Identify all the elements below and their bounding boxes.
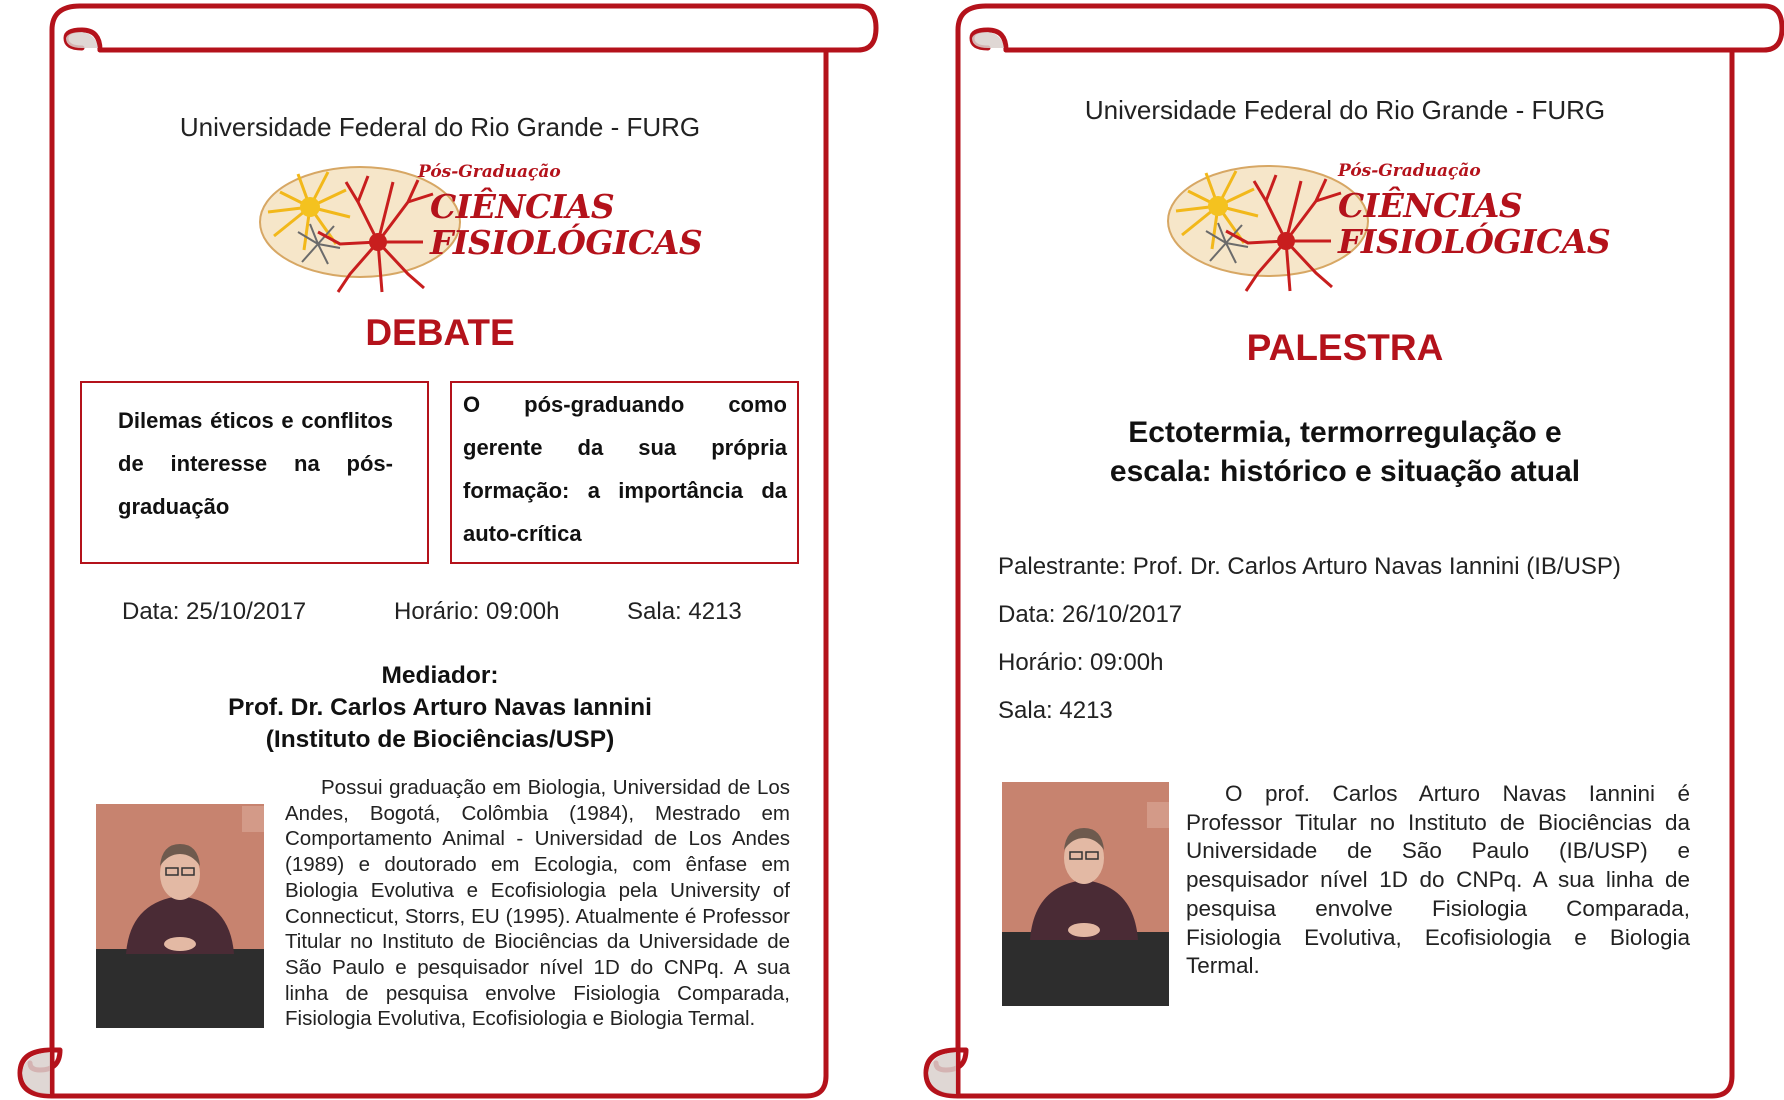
debate-topic-1: Dilemas éticos e conflitos de interesse na pós-graduação (80, 381, 429, 564)
mediator-affiliation: (Instituto de Biociências/USP) (265, 726, 615, 753)
speaker-bio: O prof. Carlos Arturo Navas Iannini é Professor Titular no Instituto de Biociências da Universidade de São Paulo (IB/USP) e pesquisador nível 1D do CNPq. A sua linha de pesquisa envolve Fisiologia Comparada, Fisiologia Evolutiva, Ecofisiologia e Biologia Termal. (1186, 781, 1690, 979)
university-name-right: Universidade Federal do Rio Grande - FURG (1084, 95, 1606, 125)
talk-date: Data: 26/10/2017 (998, 601, 1183, 628)
logo-subtitle-right: Pós-Graduação (1338, 161, 1481, 181)
talk-room: Sala: 4213 (998, 697, 1113, 724)
logo-line2-right: FISIOLÓGICAS (1338, 222, 1611, 261)
logo-line2: FISIOLÓGICAS (430, 223, 703, 262)
ciencias-fisiologicas-logo (258, 162, 703, 302)
event-date: Data: 25/10/2017 (122, 598, 307, 625)
event-time: Horário: 09:00h (394, 598, 560, 625)
logo-line1-right: CIÊNCIAS (1338, 186, 1523, 225)
talk-title (1030, 413, 1660, 491)
mediator-block (140, 660, 740, 756)
talk-title-line2: escala: histórico e situação atual (1109, 455, 1581, 488)
mediator-bio: Possui graduação em Biologia, Universidad de Los Andes, Bogotá, Colômbia (1984), Mestrado em Comportamento Animal - Universidad de Los Andes (1989) e doutorado em Ecologia, com ênfase em Biologia Evolutiva e Ecofisiologia pela University of Connecticut, Storrs, EU (1995). Atualmente é Professor Titular no Instituto de Biociências da Universidade de São Paulo e pesquisador nível 1D do CNPq. A sua linha de pesquisa envolve Fisiologia Comparada, Fisiologia Evolutiva, Ecofisiologia e Biologia Termal. (285, 776, 790, 1031)
speaker-photo-right (1002, 782, 1169, 1006)
debate-topic-2: O pós-graduando como gerente da sua própria formação: a importância da auto-crítica (450, 381, 799, 564)
logo-line1: CIÊNCIAS (430, 187, 615, 226)
talk-time: Horário: 09:00h (998, 649, 1164, 676)
mediator-name: Prof. Dr. Carlos Arturo Navas Iannini (228, 694, 652, 721)
speaker-name: Palestrante: Prof. Dr. Carlos Arturo Navas Iannini (IB/USP) (998, 553, 1621, 580)
ciencias-fisiologicas-logo-right (1166, 161, 1611, 301)
speaker-photo (96, 804, 264, 1028)
event-type-heading-right: PALESTRA (1246, 327, 1444, 368)
logo-subtitle: Pós-Graduação (418, 162, 561, 182)
mediator-label: Mediador: (381, 662, 499, 689)
university-name: Universidade Federal do Rio Grande - FURG (179, 112, 701, 142)
talk-title-line1: Ectotermia, termorregulação e (1128, 416, 1562, 449)
event-type-heading: DEBATE (365, 312, 515, 353)
event-room: Sala: 4213 (627, 598, 742, 625)
